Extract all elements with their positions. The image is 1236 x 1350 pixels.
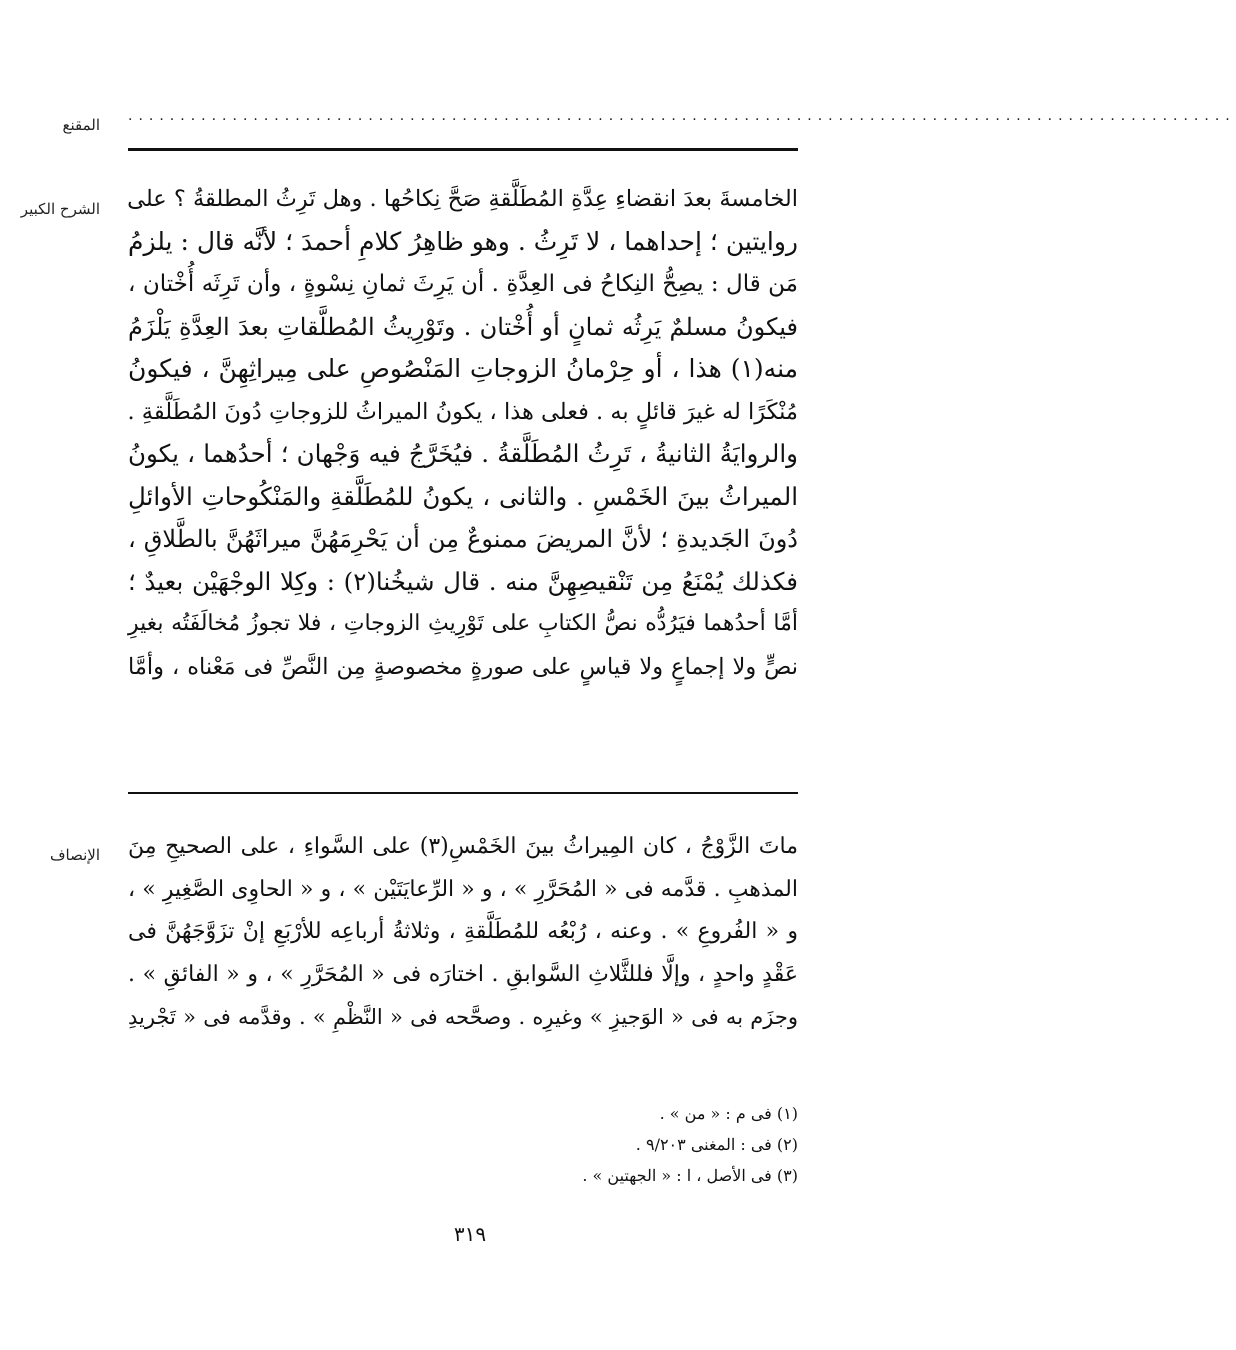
page-number: ٣١٩ — [453, 1222, 487, 1246]
text-line: منه(١) هذا ، أو حِرْمانُ الزوجاتِ المَنْصُوصِ على مِيراثِهِنَّ ، فيكونُ — [128, 354, 798, 383]
text-line: فكذلك يُمْنَعُ مِن تَنْقيصِهِنَّ منه . قال شيخُنا(٢) : وكِلا الوجْهَيْن بعيدٌ ؛ — [128, 566, 798, 596]
text-line: ماتَ الزَّوْجُ ، كان المِيراثُ بينَ الخَمْسِ(٣) على السَّواءِ ، على الصحيحِ مِنَ — [128, 834, 798, 859]
section-divider — [128, 792, 798, 794]
text-line: فيكونُ مسلمٌ يَرِثُه ثمانٍ أو أُخْتان . وتَوْرِيثُ المُطلَّقاتِ بعدَ العِدَّةِ يَلْزَمُ — [128, 312, 798, 341]
text-line: وجزَم به فى « الوَجيزِ » وغيرِه . وصحَّحه فى « النَّظْمِ » . وقدَّمه فى « تَجْريدِ — [128, 1005, 798, 1030]
text-line: والروايَةُ الثانيةُ ، تَرِثُ المُطَلَّقةُ . فيُخَرَّجُ فيه وَجْهان ؛ أحدُهما ، يكونُ — [128, 439, 798, 468]
text-line: عَقْدٍ واحدٍ ، وإلَّا فللثَّلاثِ السَّوابقِ . اختارَه فى « المُحَرَّرِ » ، و « الفائقِ » . — [128, 961, 798, 987]
text-line: المذهبِ . قدَّمه فى « المُحَرَّرِ » ، و « الرِّعايَتَيْن » ، و « الحاوِى الصَّغِيرِ » ، — [128, 876, 798, 902]
header-section-title: المقنع — [62, 116, 100, 134]
header-thick-rule — [128, 148, 798, 151]
footnote: (١) فى م : « من » . — [659, 1104, 798, 1123]
sharh-section-label: الشرح الكبير — [20, 200, 100, 218]
footnotes — [420, 1098, 798, 1191]
insaf-text-block — [128, 826, 798, 1039]
insaf-section-label: الإنصاف — [49, 846, 100, 864]
footnote: (٢) فى : المغنى ٩/٢٠٣ . — [635, 1135, 798, 1154]
text-line: و « الفُروعِ » . وعنه ، رُبْعُه للمُطَلَّقةِ ، وثلاثةُ أرباعِه للأرْبَعِ إنْ تزَوَّجَهُنَّ فى — [128, 919, 798, 945]
text-line: الميراثُ بينَ الخَمْسِ . والثانى ، يكونُ للمُطَلَّقةِ والمَنْكُوحاتِ الأوائلِ — [128, 481, 798, 511]
header-dotted-rule: ·········································································································· — [128, 112, 1236, 128]
text-line: أمَّا أحدُهما فيَرُدُّه نصُّ الكتابِ على تَوْرِيثِ الزوجاتِ ، فلا تجوزُ مُخالَفَتُه بغيرِ — [128, 611, 798, 636]
text-line: دُونَ الجَديدةِ ؛ لأنَّ المريضَ ممنوعٌ مِن أن يَحْرِمَهُنَّ ميراثَهُنَّ بالطَّلاقِ ، — [128, 525, 798, 553]
text-line: مُنْكَرًا له غيرَ قائلٍ به . فعلى هذا ، يكونُ الميراثُ للزوجاتِ دُونَ المُطَلَّقةِ . — [127, 398, 798, 425]
footnote: (٣) فى الأصل ، ا : « الجهتين » . — [582, 1166, 798, 1185]
text-line: روايتين ؛ إحداهما ، لا تَرِثُ . وهو ظاهِرُ كلامِ أحمدَ ؛ لأنَّه قال : يلزمُ — [128, 226, 798, 256]
sharh-text-block — [128, 178, 798, 688]
text-line: الخامسةَ بعدَ انقضاءِ عِدَّةِ المُطَلَّقةِ صَحَّ نِكاحُها . وهل تَرِثُ المطلقةُ ؟ على — [127, 186, 798, 212]
text-line: مَن قال : يصِحُّ النِكاحُ فى العِدَّةِ . أن يَرِثَ ثمانِ نِسْوةٍ ، وأن تَرِثَه أُخْتان ، — [128, 271, 798, 297]
text-line: نصٍّ ولا إجماعٍ ولا قياسٍ على صورةٍ مخصوصةٍ مِن النَّصِّ فى مَعْناه ، وأمَّا — [128, 653, 798, 680]
